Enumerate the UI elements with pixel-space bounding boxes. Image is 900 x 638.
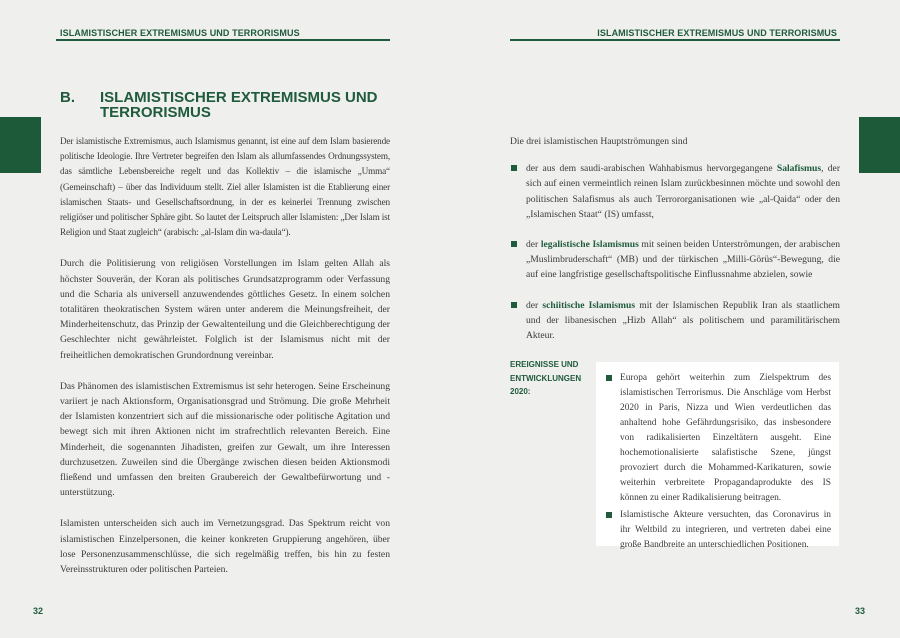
page-right <box>450 0 900 638</box>
highlight-term: schiitische Islamismus <box>542 299 636 311</box>
chapter-title <box>60 90 390 120</box>
events-box <box>596 362 839 550</box>
currents-list <box>510 161 840 343</box>
running-header-left: ISLAMISTISCHER EXTREMISMUS UND TERRORISMUS <box>60 28 300 38</box>
square-bullet-icon <box>511 241 517 247</box>
paragraph: Durch die Politisierung von religiösen Vorstellungen im Islam gelten Allah als höchster Souverän, der Koran als politisches Grundsatzprogramm oder Verfassung und die Scharia als universell anzuwendendes göttliches Gesetz. In einem solchen totalitären theokratischen System wären unter anderem die Meinungsfreiheit, der Minderheitenschutz, das Prinzip der Gewaltenteilung und die Gleichberechtigung der Geschlechter nicht gewährleistet. Folglich ist der Islamismus nicht mit der freiheitlichen demokratischen Grundordnung vereinbar. <box>60 258 390 361</box>
paragraph: Das Phänomen des islamistischen Extremismus ist sehr heterogen. Seine Erscheinung variiert je nach Aktionsform, Organisationsgrad und Strömung. Die große Mehrheit der Islamisten konzentriert sich auf die missionarische oder politische Agitation und bewegt sich mit ihren Aktionen nicht im strafrechtlich relevanten Bereich. Eine Minderheit, die sogenannten Jihadisten, greifen zur Gewalt, um ihre Interessen durchzusetzen. Zuweilen sind die Übergänge zwischen diesen beiden Aktionsmodi fließend und umfassen den breiten Graubereich der Gewaltbefürwortung und -unterstützung. <box>60 380 390 499</box>
page-number-left: 32 <box>33 606 44 616</box>
list-item: Islamistische Akteure versuchten, das Coronavirus in ihr Weltbild zu integrieren, und vertreten dabei eine große Bandbreite an unterschiedlichen Positionen. <box>606 508 831 553</box>
square-bullet-icon <box>606 375 612 381</box>
chapter-tab-left <box>0 117 41 173</box>
right-body-text <box>510 134 840 358</box>
highlight-term: legalistische Islamismus <box>540 239 639 251</box>
chapter-letter: B. <box>60 89 75 106</box>
list-item: Europa gehört weiterhin zum Zielspektrum des islamistischen Terrorismus. Die Anschläge vom Herbst 2020 in Paris, Nizza und Wien verdeutlichen das anhaltend hohe Gefährdungsrisiko, das insbesondere von radikalisierten Einzeltätern ausgeht. Eine hochemotionalisierte salafistische Szene, jüngst provoziert durch die Mohammed-Karikaturen, sowie weiterhin verbreitete Propagandaprodukte des IS können zu einer Radikalisierung beitragen. <box>606 371 831 506</box>
square-bullet-icon <box>511 302 517 308</box>
events-list <box>606 371 831 553</box>
currents-intro: Die drei islamistischen Hauptströmungen sind <box>510 136 688 147</box>
list-item: der aus dem saudi-arabischen Wahhabismus hervorgegangene Salafismus, der sich auf einen vermeintlich reinen Islam zurückbesinnen möchte und sowohl den politischen Salafismus als auch Terrororganisationen wie „al-Qaida“ oder den „Islamischen Staat“ (IS) umfasst, <box>510 161 840 222</box>
list-item: der legalistische Islamismus mit seinen beiden Unterströmungen, der arabischen „Muslimbruderschaft“ (MB) und der türkischen „Milli-Görüs“-Bewegung, die auf eine langfristige gesellschaftspolitische Einflussnahme abzielen, sowie <box>510 237 840 283</box>
paragraph: Der islamistische Extremismus, auch Islamismus genannt, ist eine auf dem Islam basierende politische Ideologie. Ihre Vertreter begreifen den Islam als allumfassendes Ordnungssystem, das sämtliche Lebensbereiche regelt und das Kollektiv – die islamische „Umma“ (Gemeinschaft) – über das Individuum stellt. Ziel aller Islamisten ist die Etablierung einer islamischen Staats- und Gesellschaftsordnung, in der es keinerlei Trennung zwischen religiöser und politischer Sphäre gibt. So lautet der Leitspruch aller Islamisten: „Der Islam ist Religion und Staat zugleich“ (arabisch: „al-Islam din wa-daula“). <box>60 136 390 238</box>
header-rule-left <box>56 39 390 41</box>
events-label: EREIGNISSE UND ENTWICKLUNGEN 2020: <box>510 360 582 396</box>
chapter-tab-right <box>859 117 900 173</box>
square-bullet-icon <box>511 165 517 171</box>
square-bullet-icon <box>606 512 612 518</box>
paragraph: Islamisten unterscheiden sich auch im Vernetzungsgrad. Das Spektrum reicht von islamistischen Einzelpersonen, die keiner konkreten Gruppierung angehören, über lose Personenzusammenschlüsse, die sich regelmäßig treffen, bis hin zu festen Vereinsstrukturen oder politischen Parteien. <box>60 518 390 576</box>
list-item: der schiitische Islamismus mit der Islamischen Republik Iran als staatlichem und der libanesischen „Hizb Allah“ als politischem und paramilitärischem Akteur. <box>510 298 840 344</box>
left-body-text <box>60 134 390 593</box>
highlight-term: Salafismus <box>776 163 822 175</box>
chapter-title-text: ISLAMISTISCHER EXTREMISMUS UND TERRORISMUS <box>100 89 378 121</box>
header-rule-right <box>510 39 840 41</box>
running-header-right: ISLAMISTISCHER EXTREMISMUS UND TERRORISMUS <box>597 28 837 38</box>
page-number-right: 33 <box>854 606 865 616</box>
